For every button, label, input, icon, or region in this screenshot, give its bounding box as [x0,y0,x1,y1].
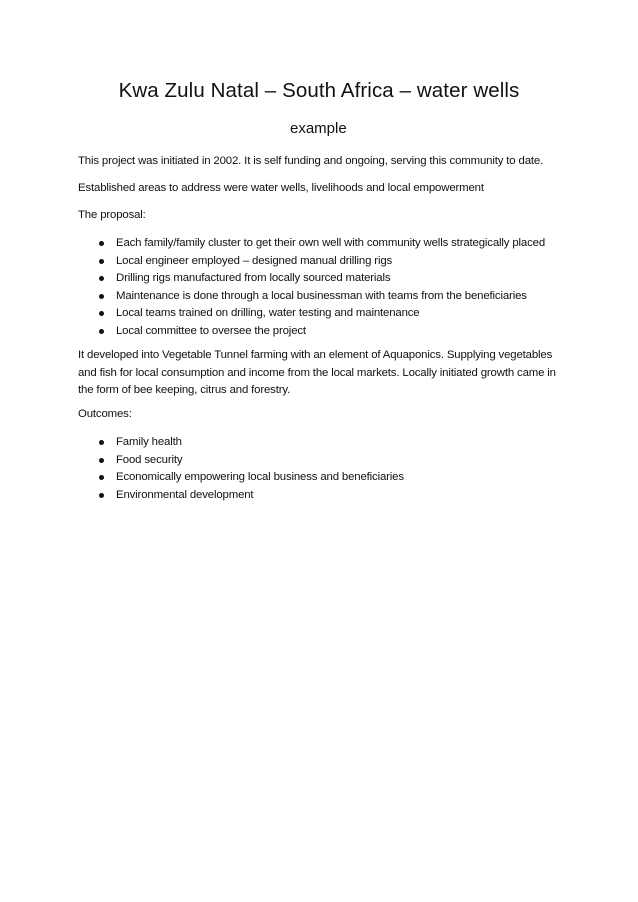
proposal-item-text: Each family/family cluster to get their own well with community wells strategically placed [116,237,546,249]
outcome-item-text: Economically empowering local business and beneficiaries [116,471,404,483]
proposal-item-text: Local committee to oversee the project [116,324,306,337]
proposal-heading: The proposal: [78,209,146,221]
list-item [96,434,566,452]
list-item [96,253,566,271]
bullet-icon [99,294,104,299]
proposal-list [96,235,566,340]
bullet-icon [99,440,104,445]
bullet-icon [99,259,104,264]
list-item [96,452,566,470]
bullet-icon [99,475,104,480]
bullet-icon [99,458,104,463]
established-paragraph: Established areas to address were water wells, livelihoods and local empowerment [78,182,484,194]
proposal-item-text: Drilling rigs manufactured from locally sourced materials [116,272,391,284]
outcome-item-text: Environmental development [116,488,254,501]
bullet-icon [99,311,104,316]
outcome-item-text: Family health [116,436,182,448]
proposal-item-text: Local teams trained on drilling, water testing and maintenance [116,307,420,319]
list-item [96,487,566,505]
list-item [96,469,566,487]
page-subtitle: example [290,120,347,137]
outcome-item-text: Food security [116,453,183,466]
list-item [96,323,566,341]
list-item [96,288,566,306]
bullet-icon [99,276,104,281]
development-paragraph: It developed into Vegetable Tunnel farming with an element of Aquaponics. Supplying vegetables and fish for local consumption and income from the local markets. Locally initiated growth came in the form of bee keeping, citrus and forestry. [78,349,556,396]
proposal-item-text: Maintenance is done through a local businessman with teams from the beneficiaries [116,289,527,302]
proposal-item-text: Local engineer employed – designed manual drilling rigs [116,254,393,267]
list-item [96,270,566,288]
bullet-icon [99,329,104,334]
intro-paragraph: This project was initiated in 2002. It is self funding and ongoing, serving this community to date. [78,155,544,167]
outcomes-list [96,434,566,504]
list-item [96,305,566,323]
outcomes-heading: Outcomes: [78,408,132,420]
list-item [96,235,566,253]
bullet-icon [99,493,104,498]
bullet-icon [99,241,104,246]
page-title: Kwa Zulu Natal – South Africa – water wells [118,79,520,102]
